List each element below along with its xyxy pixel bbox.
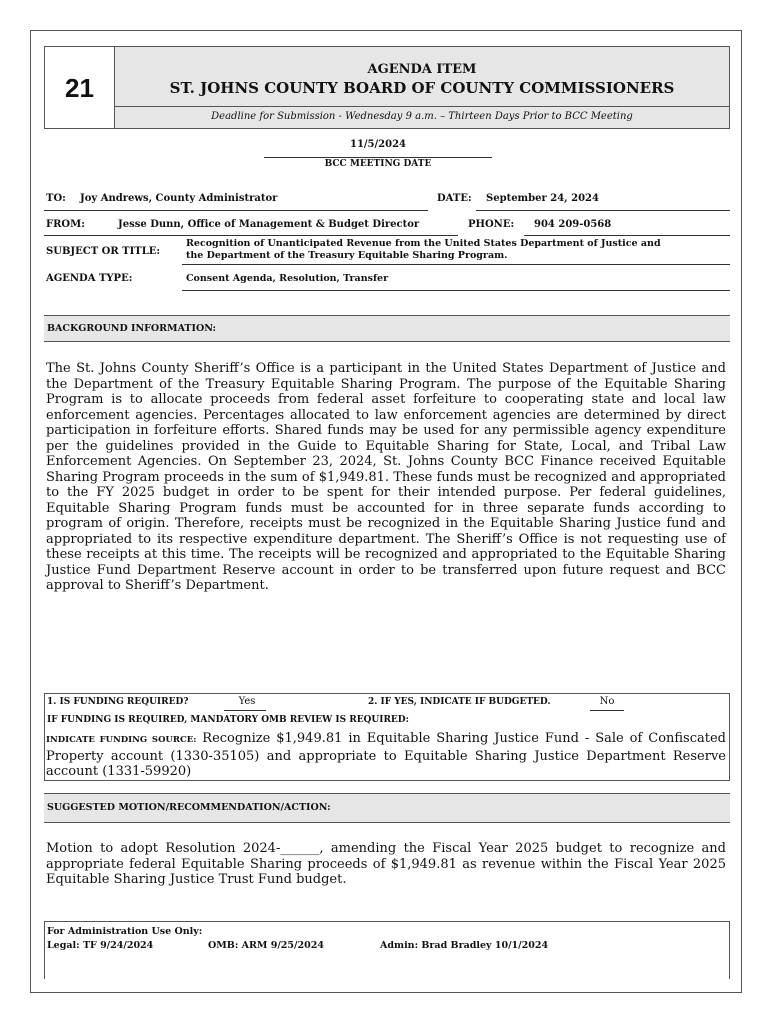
date-label: DATE: xyxy=(437,193,472,204)
date-underline xyxy=(476,210,730,211)
agenda-item-number-cell xyxy=(45,47,115,128)
to-value: Joy Andrews, County Administrator xyxy=(80,193,278,204)
phone-value: 904 209-0568 xyxy=(534,219,612,230)
background-text: The St. Johns County Sheriff’s Office is a participant in the United States Department of Justice and the Department of the Treasury Equitable Sharing Program. The purpose of the Equitable Sharing Program is to allocate proceeds from federal asset forfeiture to cooperating state and local law enforcement agencies. Percentages allocated to law enforcement agencies are determined by direct participation in forfeiture efforts. Shared funds may be used for any permissible agency expenditure per the guidelines provided in the Guide to Equitable Sharing for State, Local, and Tribal Law Enforcement Agencies. On September 23, 2024, St. Johns County BCC Finance received Equitable Sharing Program proceeds in the sum of $1,949.81. These funds must be recognized and appropriated to the FY 2025 budget in order to be spent for their intended purpose. Per federal guidelines, Equitable Sharing Program funds must be accounted for in three separate funds according to program of origin. Therefore, receipts must be recognized in the Equitable Sharing Justice fund and appropriated to its respective expenditure department. The Sheriff’s Office is not requesting use of these receipts at this time. The receipts will be recognized and appropriated to the Equitable Sharing Justice Fund Department Reserve account in order to be transferred upon future request and BCC approval to Sheriff’s Department. xyxy=(46,361,726,593)
meeting-date-underline xyxy=(264,157,492,158)
omb-approval: OMB: ARM 9/25/2024 xyxy=(208,940,324,951)
date-value: September 24, 2024 xyxy=(486,193,599,204)
funding-source xyxy=(46,731,726,780)
funding-required-underline xyxy=(224,710,266,711)
subject-underline xyxy=(182,264,730,265)
to-label: TO: xyxy=(46,193,66,204)
to-underline xyxy=(44,210,428,211)
subject-line1: Recognition of Unanticipated Revenue from the United States Department of Justice and xyxy=(186,238,661,249)
deadline-note: Deadline for Submission - Wednesday 9 a.m. – Thirteen Days Prior to BCC Meeting xyxy=(211,111,633,122)
phone-underline xyxy=(524,235,730,236)
funding-source-label: INDICATE FUNDING SOURCE: xyxy=(46,735,197,745)
meeting-date: 11/5/2024 xyxy=(349,139,406,150)
funding-source-text: Recognize $1,949.81 in Equitable Sharing Justice Fund - Sale of Confiscated Property account (1330-35105) and appropriate to Equitable Sharing Justice Department Reserve account (1331-59920) xyxy=(46,731,726,779)
motion-text: Motion to adopt Resolution 2024-______, amending the Fiscal Year 2025 budget to recognize and appropriate federal Equitable Sharing proceeds of $1,949.81 as revenue within the Fiscal Year 2025 Equitable Sharing Justice Trust Fund budget. xyxy=(46,841,726,887)
from-label: FROM: xyxy=(46,219,85,230)
admin-heading: For Administration Use Only: xyxy=(47,926,203,937)
agenda-item-number: 21 xyxy=(65,73,94,103)
funding-required-value: Yes xyxy=(238,696,256,707)
header-title-line2: ST. JOHNS COUNTY BOARD OF COUNTY COMMISSIONERS xyxy=(169,79,675,97)
subject-label: SUBJECT OR TITLE: xyxy=(46,246,161,257)
budgeted-value: No xyxy=(599,696,615,707)
agenda-type-value: Consent Agenda, Resolution, Transfer xyxy=(186,273,389,284)
background-heading-bar xyxy=(44,315,730,342)
admin-approval: Admin: Brad Bradley 10/1/2024 xyxy=(380,940,549,951)
agenda-type-underline xyxy=(182,290,730,291)
phone-label: PHONE: xyxy=(468,219,515,230)
from-underline xyxy=(44,235,458,236)
agenda-header xyxy=(44,46,730,129)
motion-heading-bar xyxy=(44,793,730,823)
meeting-date-label: BCC MEETING DATE xyxy=(324,159,432,169)
budgeted-underline xyxy=(590,710,624,711)
header-title-block xyxy=(115,47,729,107)
legal-approval: Legal: TF 9/24/2024 xyxy=(47,940,154,951)
budgeted-label: 2. IF YES, INDICATE IF BUDGETED. xyxy=(368,697,551,707)
motion-heading: SUGGESTED MOTION/RECOMMENDATION/ACTION: xyxy=(47,802,331,813)
header-title-line1: AGENDA ITEM xyxy=(367,62,477,77)
agenda-type-label: AGENDA TYPE: xyxy=(46,273,133,284)
subject-line2: the Department of the Treasury Equitable Sharing Program. xyxy=(186,250,508,261)
from-value: Jesse Dunn, Office of Management & Budget Director xyxy=(118,219,420,230)
deadline-row xyxy=(115,107,729,128)
funding-required-label: 1. IS FUNDING REQUIRED? xyxy=(47,697,189,707)
omb-review-note: IF FUNDING IS REQUIRED, MANDATORY OMB REVIEW IS REQUIRED: xyxy=(47,715,409,725)
background-heading: BACKGROUND INFORMATION: xyxy=(47,323,217,334)
